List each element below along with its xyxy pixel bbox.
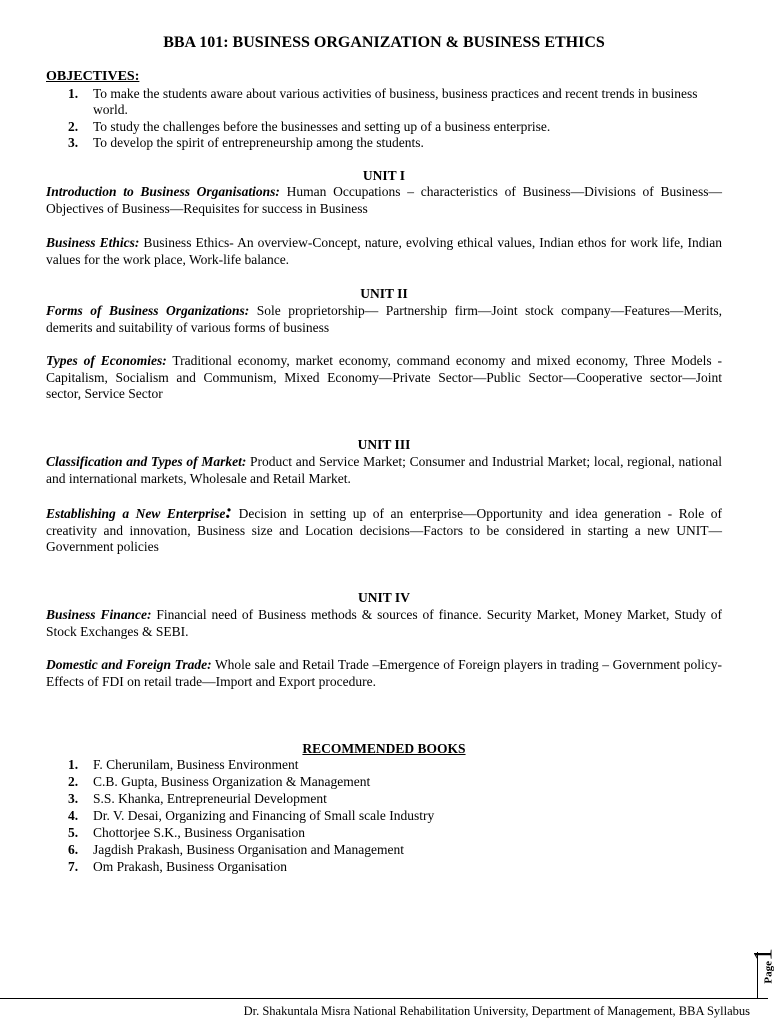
list-item: 1. F. Cherunilam, Business Environment [68, 757, 299, 772]
unit-1-section-1: Introduction to Business Organisations: Human Occupations – characteristics of Business—Divisions of Business—Objectives of Business—Requisites for success in Business [46, 184, 722, 216]
books-list [46, 757, 722, 876]
list-item: 7. Om Prakash, Business Organisation [68, 859, 287, 874]
page-title: BBA 101: BUSINESS ORGANIZATION & BUSINESS ETHICS [163, 34, 605, 51]
unit-4-section-2: Domestic and Foreign Trade: Whole sale and Retail Trade –Emergence of Foreign players in trading – Government policy-Effects of FDI on retail trade—Import and Export procedure. [46, 657, 722, 689]
unit-2-section-2: Types of Economies: Traditional economy, market economy, command economy and mixed economy, Three Models - Capitalism, Socialism and Communism, Mixed Economy—Private Sector—Public Sector—Cooperative sector—Joint sector, Service Sector [46, 353, 722, 401]
unit-1-heading: UNIT I [362, 168, 406, 183]
list-item: 6. Jagdish Prakash, Business Organisation and Management [68, 842, 404, 857]
unit-4-heading: UNIT IV [358, 590, 410, 605]
unit-3-section-1: Classification and Types of Market: Product and Service Market; Consumer and Industrial Market; local, regional, national and international markets, Wholesale and Retail Market. [46, 454, 722, 486]
list-item: 2. To study the challenges before the businesses and setting up of a business enterprise. [68, 118, 551, 134]
list-item: 1. To make the students aware about various activities of business, business practices and recent trends in business world. [68, 85, 698, 117]
list-item: 3. To develop the spirit of entrepreneurship among the students. [68, 135, 424, 150]
unit-2-section-1: Forms of Business Organizations: Sole proprietorship— Partnership firm—Joint stock company—Features—Merits, demerits and suitability of various forms of business [46, 303, 722, 335]
unit-2-heading: UNIT II [360, 286, 408, 301]
objectives-section [46, 69, 722, 152]
list-item: 3. S.S. Khanka, Entrepreneurial Development [68, 791, 327, 806]
page-label: Page [763, 961, 775, 984]
list-item: 5. Chottorjee S.K., Business Organisation [68, 825, 305, 840]
footer-rule [0, 998, 768, 999]
unit-3-section-2: Establishing a New Enterprise: Decision in setting up of an enterprise—Opportunity and idea generation - Role of creativity and innovation, Business size and Location decisions—Factors to be considered in starting a new UNIT—Government policies [46, 501, 722, 554]
objectives-heading: OBJECTIVES: [46, 69, 140, 84]
page-number [749, 948, 778, 984]
list-item: 2. C.B. Gupta, Business Organization & Management [68, 774, 371, 789]
unit-4-section-1: Business Finance: Financial need of Business methods & sources of finance. Security Market, Money Market, Study of Stock Exchanges & SEBI. [46, 607, 722, 639]
objectives-list [46, 86, 722, 152]
books-heading: RECOMMENDED BOOKS [302, 741, 466, 756]
list-item: 4. Dr. V. Desai, Organizing and Financing of Small scale Industry [68, 808, 435, 823]
unit-1-section-2: Business Ethics: Business Ethics- An overview-Concept, nature, evolving ethical values, Indian ethos for work life, Indian values for the work place, Work-life balance. [46, 235, 722, 267]
unit-3-heading: UNIT III [357, 437, 411, 452]
page-number-value: 1 [749, 948, 778, 961]
footer-text: Dr. Shakuntala Misra National Rehabilitation University, Department of Management, BBA Syllabus [243, 1004, 750, 1018]
